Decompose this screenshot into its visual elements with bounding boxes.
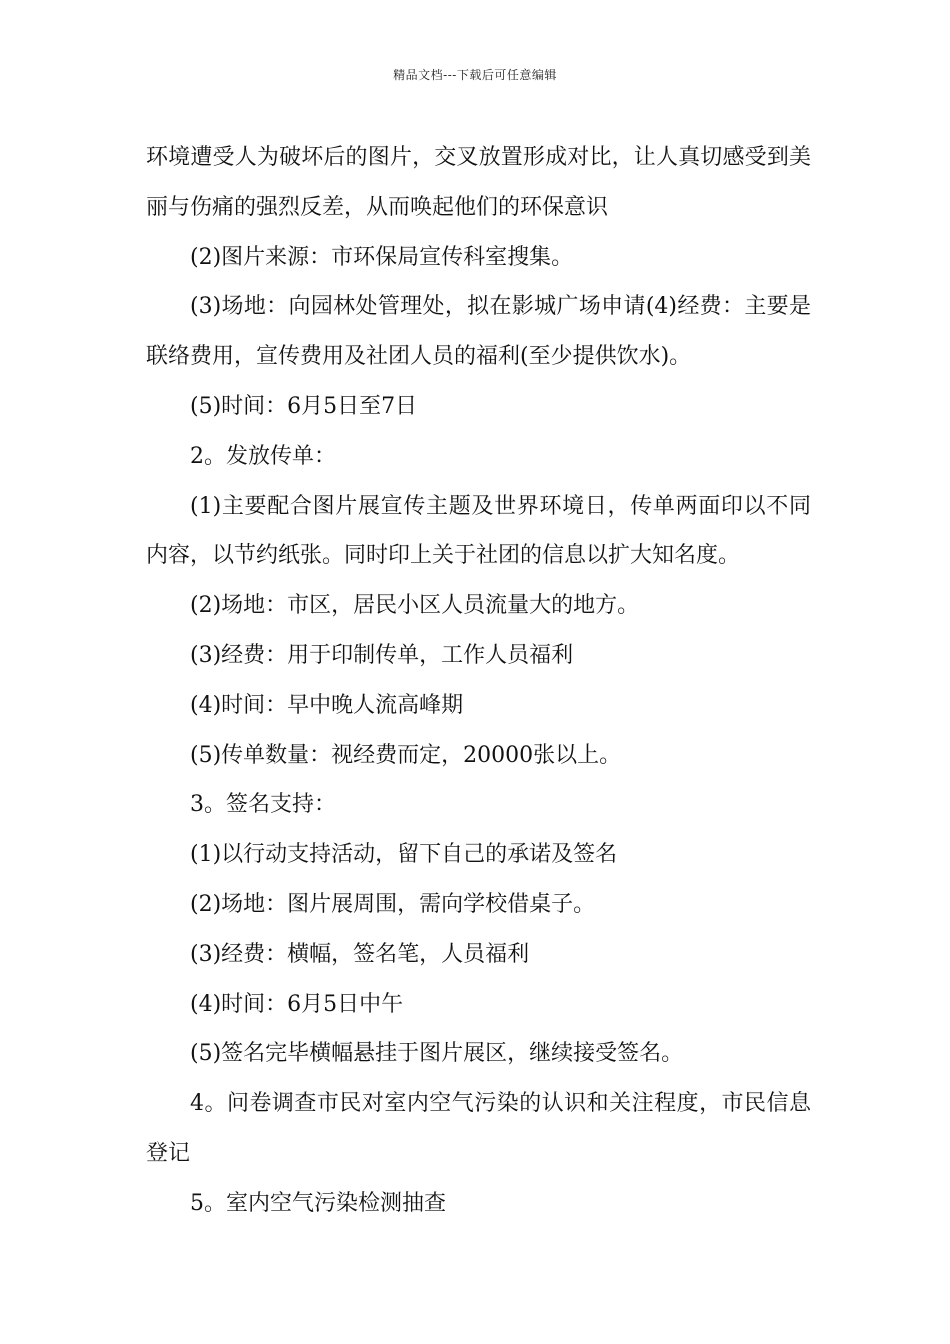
paragraph-1: 环境遭受人为破坏后的图片，交叉放置形成对比，让人真切感受到美丽与伤痛的强烈反差，从而唤起他们的环保意识 [146,145,811,220]
paragraph-2: (2)图片来源：市环保局宣传科室搜集。 [190,244,574,270]
document-body [146,133,811,1229]
paragraph-14: (3)经费：横幅，签名笔，人员福利 [190,941,530,967]
paragraph-10: (5)传单数量：视经费而定，20000张以上。 [190,742,622,768]
paragraph-4: (5)时间：6月5日至7日 [190,393,418,419]
paragraph-13: (2)场地：图片展周围，需向学校借桌子。 [190,891,596,917]
paragraph-17: 4。问卷调查市民对室内空气污染的认识和关注程度，市民信息登记 [146,1091,811,1166]
paragraph-11: 3。签名支持： [190,792,336,818]
paragraph-9: (4)时间：早中晚人流高峰期 [190,692,464,718]
page-header: 精品文档---下载后可任意编辑 [393,68,557,82]
paragraph-7: (2)场地：市区，居民小区人员流量大的地方。 [190,593,640,619]
paragraph-5: 2。发放传单： [190,443,336,469]
paragraph-15: (4)时间：6月5日中午 [190,991,404,1017]
paragraph-6: (1)主要配合图片展宣传主题及世界环境日，传单两面印以不同内容，以节约纸张。同时印上关于社团的信息以扩大知名度。 [146,493,811,569]
paragraph-3: (3)场地：向园林处管理处，拟在影城广场申请(4)经费：主要是联络费用，宣传费用及社团人员的福利(至少提供饮水)。 [146,294,811,370]
paragraph-12: (1)以行动支持活动，留下自己的承诺及签名 [190,842,618,868]
paragraph-18: 5。室内空气污染检测抽查 [190,1190,446,1216]
paragraph-8: (3)经费：用于印制传单，工作人员福利 [190,642,574,668]
paragraph-16: (5)签名完毕横幅悬挂于图片展区，继续接受签名。 [190,1041,684,1067]
